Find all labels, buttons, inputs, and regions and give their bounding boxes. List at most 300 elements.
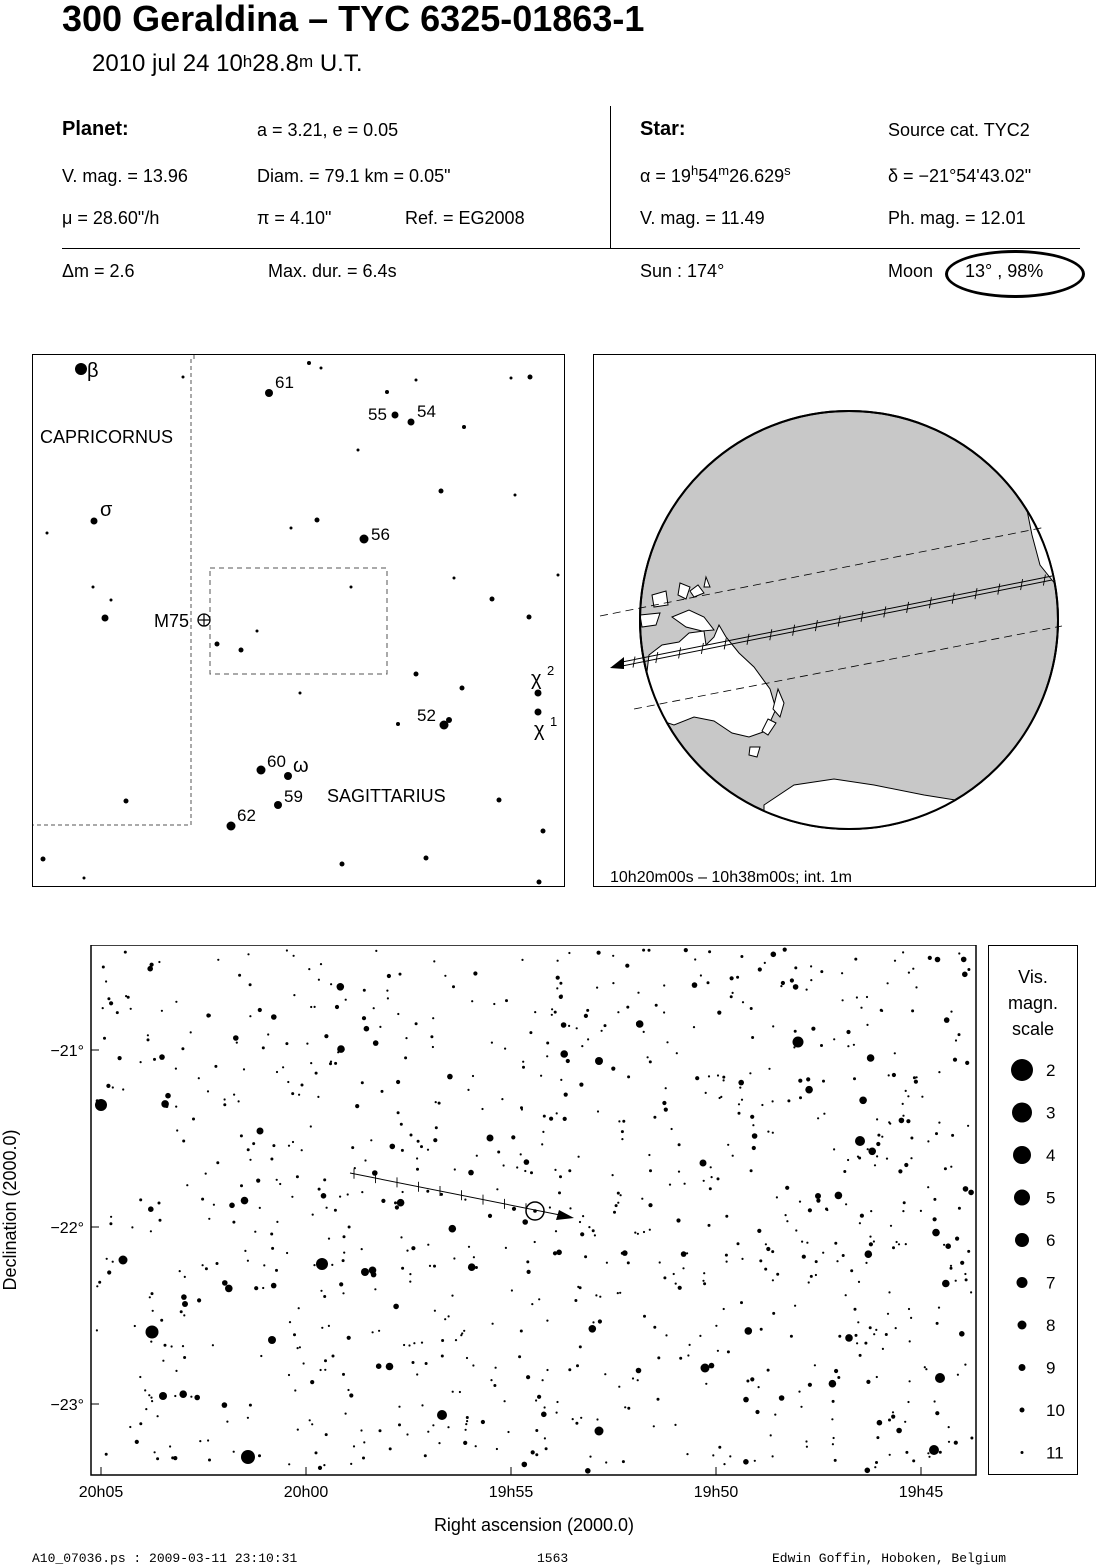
field-star [557, 960, 559, 962]
field-star [347, 1336, 351, 1340]
field-star [853, 1077, 856, 1080]
field-star [845, 1294, 847, 1296]
field-star [834, 1459, 837, 1462]
field-star [740, 1301, 743, 1304]
field-star [915, 986, 917, 988]
field-star [881, 1136, 883, 1138]
field-star [867, 1054, 875, 1062]
field-star [292, 1141, 294, 1143]
field-star [928, 956, 932, 960]
legend-label-mag-5: 5 [1046, 1188, 1056, 1208]
field-star [955, 1280, 957, 1282]
field-star [624, 1406, 626, 1408]
field-star [301, 1084, 304, 1087]
field-star [928, 1456, 930, 1458]
magnitude-legend [988, 945, 1078, 1475]
finder-chart-svg [33, 355, 563, 885]
field-star [370, 1139, 372, 1141]
field-star [766, 1247, 770, 1251]
bright-field-star [793, 1037, 804, 1048]
field-star [684, 1183, 686, 1185]
field-star [950, 1265, 952, 1267]
field-star [337, 983, 345, 991]
field-star [323, 1178, 326, 1181]
finder-star [460, 686, 465, 691]
finder-star [527, 615, 532, 620]
field-star [309, 1419, 311, 1421]
bright-field-star [146, 1326, 159, 1339]
field-star [361, 1191, 363, 1193]
field-star [584, 1014, 588, 1018]
field-star [875, 1461, 878, 1464]
field-star [339, 1282, 343, 1286]
field-star [165, 1093, 171, 1099]
label-chi-2-index: 2 [547, 663, 555, 678]
field-star [780, 985, 782, 987]
field-star [860, 1214, 864, 1218]
star-chart-svg [0, 945, 980, 1545]
field-star [648, 949, 651, 952]
field-star [488, 1214, 492, 1218]
field-star [577, 1286, 579, 1288]
field-star [325, 1433, 328, 1436]
field-star [139, 1198, 142, 1201]
globe-time-caption: 10h20m00s – 10h38m00s; int. 1m [610, 869, 852, 885]
field-star [320, 1369, 322, 1371]
field-star [626, 1006, 629, 1009]
field-star [521, 959, 523, 961]
field-star [856, 1342, 858, 1344]
field-star [908, 1308, 910, 1310]
path-time-tick [633, 657, 635, 668]
field-star [335, 1005, 339, 1009]
field-star [180, 1310, 183, 1313]
field-star [207, 1090, 209, 1092]
field-star [604, 1373, 606, 1375]
field-star [416, 1373, 418, 1375]
bright-field-star [700, 1160, 707, 1167]
field-star [427, 1149, 429, 1151]
field-star [717, 1011, 721, 1015]
field-star [823, 1113, 825, 1115]
field-star [598, 1319, 602, 1323]
field-star [806, 989, 808, 991]
finder-star [41, 857, 46, 862]
field-star [912, 968, 914, 970]
field-star [776, 1273, 779, 1276]
field-star [362, 1016, 366, 1020]
event-datetime [92, 50, 363, 78]
planet-heading: Planet: [62, 118, 129, 140]
x-tick-label-19h55: 19h55 [488, 1484, 534, 1501]
field-star [842, 999, 844, 1001]
finder-star [75, 363, 87, 375]
field-star [580, 1417, 582, 1419]
moon-highlight-oval [945, 250, 1085, 298]
planet-reference: Ref. = EG2008 [405, 208, 525, 228]
field-star [887, 1313, 889, 1315]
finder-star [257, 766, 266, 775]
field-star [224, 1098, 226, 1100]
globe-panel [593, 354, 1096, 887]
finder-star [535, 709, 542, 716]
bright-field-star [257, 1128, 264, 1135]
field-star [534, 1241, 536, 1243]
field-star [837, 1376, 840, 1379]
field-star [122, 1088, 124, 1090]
field-star [425, 1362, 428, 1365]
field-star [559, 982, 562, 985]
field-star [708, 1075, 710, 1077]
field-star [790, 978, 794, 982]
field-star [468, 1246, 470, 1248]
field-star [950, 1166, 952, 1168]
ra-s-unit: s [784, 163, 791, 178]
field-star [732, 1155, 734, 1157]
field-star [717, 1177, 720, 1180]
field-star [866, 1024, 868, 1026]
field-star [298, 1307, 300, 1309]
field-star [343, 1252, 345, 1254]
field-star [330, 983, 332, 985]
legend-title-line-2: magn. [1007, 993, 1059, 1013]
field-star [800, 1406, 802, 1408]
field-star [761, 1104, 763, 1106]
field-star [208, 1459, 211, 1462]
field-star [934, 1400, 936, 1402]
hours-unit: h [242, 52, 253, 71]
field-star [902, 1103, 904, 1105]
field-star [843, 1170, 846, 1173]
field-star [543, 1115, 546, 1118]
field-star [727, 1144, 729, 1146]
finder-star [535, 690, 542, 697]
finder-star [514, 494, 517, 497]
field-star [337, 1051, 339, 1053]
field-star [174, 1395, 176, 1397]
field-star [815, 1260, 818, 1263]
field-star [287, 1081, 289, 1083]
field-star [481, 1108, 483, 1110]
field-star [822, 1080, 825, 1083]
finder-star [284, 772, 292, 780]
field-star [522, 1462, 528, 1468]
field-star [511, 1289, 513, 1291]
field-star [303, 1362, 305, 1364]
field-star [158, 1202, 161, 1205]
field-star [700, 974, 702, 976]
field-star [957, 1374, 959, 1376]
field-star [171, 1345, 173, 1347]
field-star [959, 1331, 965, 1337]
field-star [151, 1292, 154, 1295]
field-star [465, 1429, 467, 1431]
field-star [179, 1270, 181, 1272]
field-star [534, 1011, 536, 1013]
field-star [291, 1196, 293, 1198]
footer-page-number: 1563 [537, 1551, 569, 1566]
field-star [262, 1287, 264, 1289]
field-star [229, 1203, 235, 1209]
field-star [139, 1376, 141, 1378]
finder-star [83, 877, 86, 880]
field-star [627, 1407, 630, 1410]
field-star [311, 1423, 313, 1425]
field-star [720, 1096, 722, 1098]
field-star [732, 992, 734, 994]
field-star [723, 1308, 725, 1310]
label-capricornus: CAPRICORNUS [40, 427, 174, 447]
field-star [505, 1247, 507, 1249]
field-star [310, 1062, 312, 1064]
field-star [258, 1454, 261, 1457]
field-star [105, 1453, 108, 1456]
field-star [150, 963, 154, 967]
minutes-value: 28.8 [252, 50, 299, 77]
field-star [740, 955, 743, 958]
field-star [438, 1442, 440, 1444]
field-star [925, 1368, 927, 1370]
delta-magnitude: Δm = 2.6 [62, 261, 135, 281]
constellation-boundary [33, 355, 194, 825]
legend-label-mag-10: 10 [1046, 1401, 1065, 1420]
field-star [725, 1215, 728, 1218]
field-star [526, 1375, 530, 1379]
field-star [110, 1216, 112, 1218]
legend-label-mag-3: 3 [1046, 1103, 1056, 1123]
field-star [741, 1258, 743, 1260]
field-star [401, 1267, 404, 1270]
field-star [617, 1192, 620, 1195]
field-star [772, 1312, 775, 1315]
field-star [817, 1117, 819, 1119]
field-star [810, 979, 812, 981]
field-star [625, 964, 629, 968]
field-star [909, 1340, 911, 1342]
finder-star [439, 489, 444, 494]
field-star [184, 1276, 186, 1278]
field-star [692, 982, 698, 988]
finder-star [124, 799, 129, 804]
field-star [738, 1112, 741, 1115]
legend-label-mag-6: 6 [1046, 1231, 1056, 1250]
field-star [636, 1020, 644, 1028]
star-phmag: Ph. mag. = 12.01 [888, 208, 1026, 228]
field-star [880, 1009, 883, 1012]
field-star [551, 1014, 553, 1016]
field-star [618, 1120, 620, 1122]
field-star [272, 1144, 275, 1147]
field-star [673, 1273, 675, 1275]
field-star [642, 949, 645, 952]
field-star [546, 1042, 549, 1045]
field-star [263, 1264, 265, 1266]
page-title: 300 Geraldina – TYC 6325-01863-1 [62, 0, 645, 39]
field-star [927, 1186, 929, 1188]
field-star [371, 1272, 377, 1278]
field-star [936, 1322, 939, 1325]
field-star [107, 1270, 111, 1274]
bright-field-star [361, 1268, 369, 1276]
field-star [965, 1278, 968, 1281]
field-star [241, 1197, 249, 1205]
field-star [750, 1115, 754, 1119]
field-star [618, 1386, 620, 1388]
field-star [520, 1330, 523, 1333]
field-star [351, 1146, 354, 1149]
field-star [854, 958, 857, 961]
field-star [213, 1204, 215, 1206]
field-star [511, 1135, 515, 1139]
field-star [896, 1241, 898, 1243]
label-omega: ω [293, 755, 309, 777]
field-star [236, 1042, 238, 1044]
globe-svg [594, 355, 1094, 885]
field-star [558, 1191, 561, 1194]
field-star [686, 1453, 688, 1455]
field-star [910, 1137, 913, 1140]
field-star [432, 1424, 434, 1426]
finder-star [274, 801, 282, 809]
field-star [350, 1463, 352, 1465]
field-star [427, 1431, 429, 1433]
field-star [518, 1355, 521, 1358]
field-star [617, 1011, 619, 1013]
field-star [276, 1179, 278, 1181]
field-star [745, 1327, 753, 1335]
field-star [323, 1464, 325, 1466]
field-star [876, 1376, 878, 1378]
label-sagittarius: SAGITTARIUS [327, 786, 446, 806]
finder-star [557, 574, 560, 577]
field-star [935, 1411, 939, 1415]
field-star [560, 1050, 568, 1058]
field-star [678, 1143, 681, 1146]
field-star [194, 1395, 200, 1401]
field-star [568, 952, 570, 954]
field-star [175, 1370, 177, 1372]
field-star [729, 1455, 731, 1457]
label-56: 56 [371, 525, 390, 544]
ut-label: U.T. [313, 50, 363, 77]
field-star [556, 1401, 558, 1403]
field-star [834, 1242, 837, 1245]
field-star [216, 1161, 219, 1164]
label-55: 55 [368, 405, 387, 424]
field-star [911, 1009, 914, 1012]
field-star [390, 1144, 396, 1150]
field-star [373, 1007, 375, 1009]
field-star [466, 1357, 468, 1359]
field-star [939, 1451, 942, 1454]
star-chart [0, 945, 980, 1545]
finder-star [490, 597, 495, 602]
legend-items [1011, 1059, 1065, 1463]
field-star [967, 968, 970, 971]
field-star [787, 1099, 790, 1102]
field-star [546, 1320, 548, 1322]
field-star [455, 1339, 457, 1341]
field-star [736, 976, 739, 979]
field-star [467, 1089, 469, 1091]
field-star [674, 1424, 676, 1426]
finder-star [360, 535, 369, 544]
field-star [197, 1298, 201, 1302]
field-star [718, 1446, 721, 1449]
field-star [308, 968, 310, 970]
field-star [285, 1042, 288, 1045]
field-star [889, 1123, 891, 1125]
field-star [888, 1419, 891, 1422]
field-star [641, 1198, 643, 1200]
field-star [854, 1308, 857, 1311]
field-star [262, 1046, 265, 1049]
field-star [799, 1096, 802, 1099]
field-star [497, 1151, 500, 1154]
field-star [324, 1034, 328, 1038]
field-star [723, 1079, 725, 1081]
field-star [527, 1270, 531, 1274]
bright-field-star [935, 1373, 945, 1383]
field-star [524, 1159, 530, 1165]
field-star [364, 1159, 366, 1161]
field-star [244, 1250, 246, 1252]
field-star [845, 1334, 853, 1342]
field-star [912, 1459, 915, 1462]
field-star [413, 1342, 415, 1344]
field-star [707, 981, 710, 984]
field-star [874, 1164, 876, 1166]
field-star [152, 1310, 154, 1312]
field-star [96, 1285, 98, 1287]
field-star [544, 1406, 546, 1408]
field-star [454, 1168, 456, 1170]
field-star [709, 1187, 712, 1190]
legend-dot-mag-5 [1014, 1190, 1030, 1206]
field-star [415, 1022, 418, 1025]
field-star [434, 1310, 436, 1312]
field-star [963, 1186, 969, 1192]
field-star [703, 1180, 705, 1182]
field-star [950, 1267, 953, 1270]
field-star [328, 1238, 330, 1240]
finder-star [227, 822, 236, 831]
field-star [576, 1364, 579, 1367]
field-star [160, 1319, 163, 1322]
field-star [810, 1275, 813, 1278]
field-star [820, 1044, 823, 1047]
field-star [310, 1006, 312, 1008]
field-star [877, 1420, 883, 1426]
field-star [898, 1169, 902, 1173]
field-star [411, 1246, 415, 1250]
planet-vmag: V. mag. = 13.96 [62, 166, 188, 186]
field-star [942, 1280, 950, 1288]
star-declination: δ = −21°54'43.02" [888, 166, 1032, 186]
field-star [475, 1445, 477, 1447]
y-tick-label-21: −21° [50, 1043, 84, 1060]
field-star [751, 1036, 754, 1039]
field-star [968, 1190, 974, 1196]
field-star [145, 1408, 147, 1410]
field-star [648, 1154, 650, 1156]
field-star [612, 955, 614, 957]
field-star [636, 1022, 638, 1024]
field-star [179, 1390, 187, 1398]
field-star [332, 1355, 335, 1358]
field-star [806, 1077, 810, 1081]
field-star [150, 1397, 152, 1399]
